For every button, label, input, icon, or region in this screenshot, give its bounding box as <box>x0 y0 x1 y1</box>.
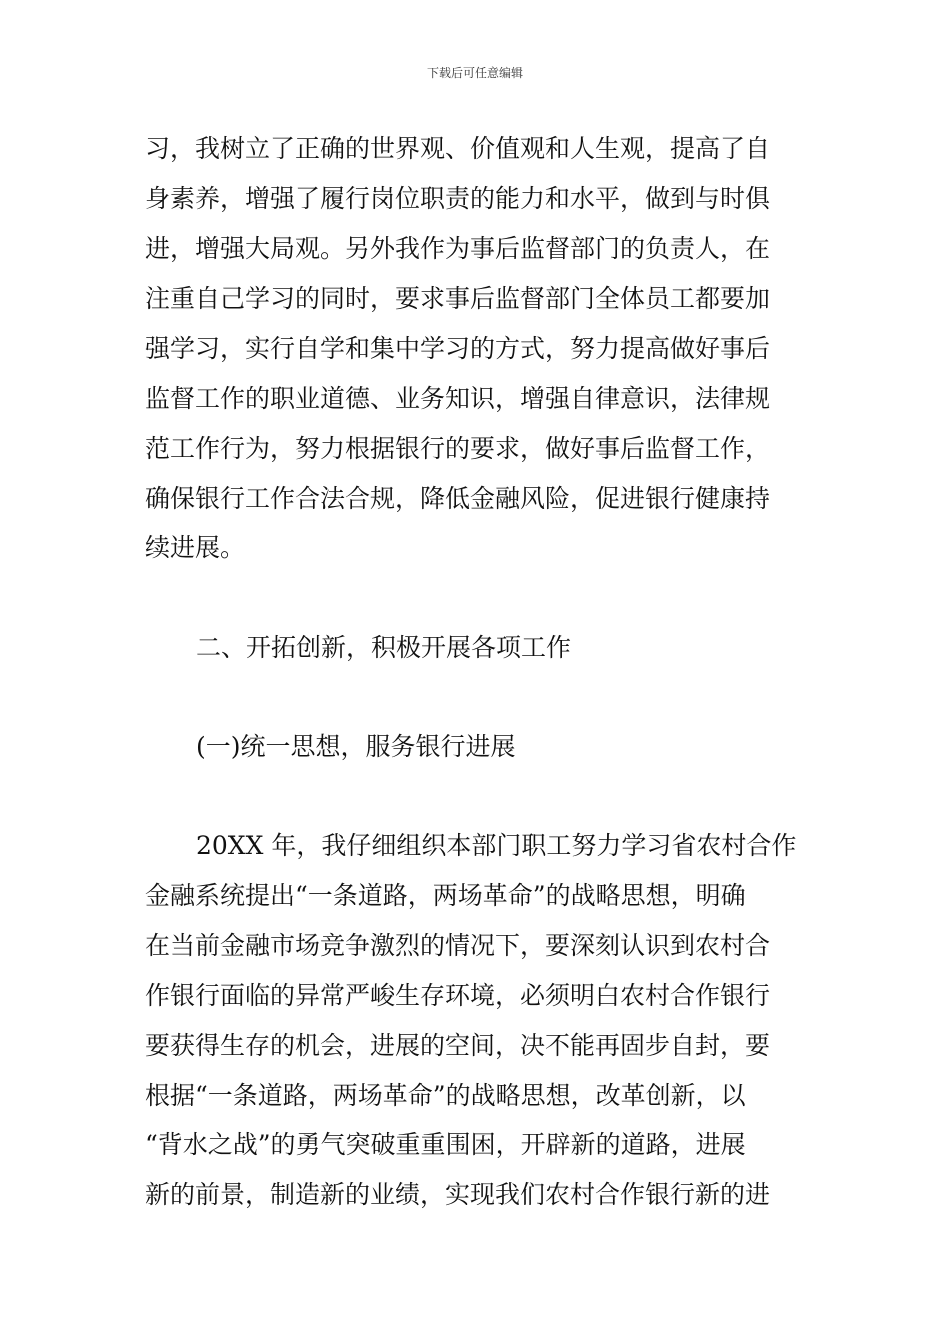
page-header: 下载后可任意编辑 <box>426 66 523 80</box>
text-line: 确保银行工作合法合规，降低金融风险，促进银行健康持 <box>145 484 771 513</box>
text-line: 进，增强大局观。另外我作为事后监督部门的负责人，在 <box>145 234 771 263</box>
text-line: 要获得生存的机会，进展的空间，决不能再固步自封，要 <box>145 1031 771 1060</box>
text-line: 范工作行为，努力根据银行的要求，做好事后监督工作， <box>145 434 771 463</box>
text-line: 20XX 年，我仔细组织本部门职工努力学习省农村合作 <box>196 831 797 860</box>
text-line: 根据“一条道路，两场革命”的战略思想，改革创新，以 <box>145 1081 746 1110</box>
text-line: 身素养，增强了履行岗位职责的能力和水平，做到与时俱 <box>145 184 771 213</box>
text-line: 监督工作的职业道德、业务知识，增强自律意识，法律规 <box>145 384 771 413</box>
text-line: 在当前金融市场竞争激烈的情况下，要深刻认识到农村合 <box>145 931 771 960</box>
text-line: 习，我树立了正确的世界观、价值观和人生观，提高了自 <box>145 134 771 163</box>
text-line: “背水之战”的勇气突破重重围困，开辟新的道路，进展 <box>145 1130 746 1159</box>
text-line: 注重自己学习的同时，要求事后监督部门全体员工都要加 <box>145 284 771 313</box>
sub-heading: (一)统一思想，服务银行进展 <box>196 732 516 761</box>
text-line: 作银行面临的异常严峻生存环境，必须明白农村合作银行 <box>145 981 771 1010</box>
text-line: 新的前景，制造新的业绩，实现我们农村合作银行新的进 <box>145 1180 771 1209</box>
section-heading: 二、开拓创新，积极开展各项工作 <box>196 633 572 662</box>
text-line: 金融系统提出“一条道路，两场革命”的战略思想，明确 <box>145 881 746 910</box>
text-line: 强学习，实行自学和集中学习的方式，努力提高做好事后 <box>145 334 771 363</box>
text-line: 续进展。 <box>145 533 246 562</box>
